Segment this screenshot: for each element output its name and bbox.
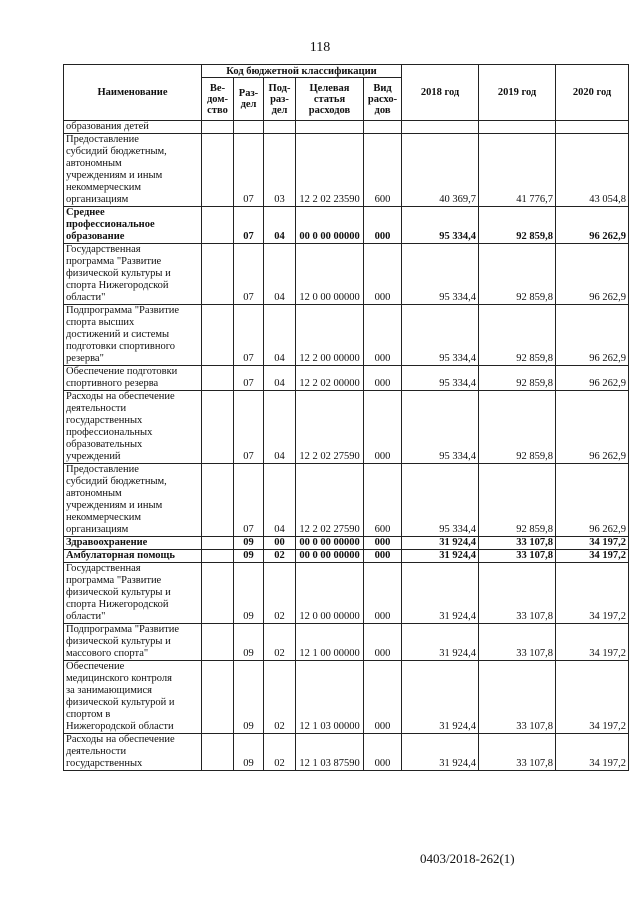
row-name-line: профессиональное (66, 219, 155, 230)
target-cell: 00 0 00 00000 (296, 550, 364, 563)
row-name (64, 550, 202, 563)
value-2020: 34 197,2 (556, 661, 629, 734)
table-row (64, 734, 629, 771)
row-name (64, 624, 202, 661)
value-2019: 92 859,8 (479, 244, 556, 305)
vid-cell: 000 (364, 563, 402, 624)
row-name-line: спортивного резерва (66, 378, 159, 389)
header-target: Целевая статья расходов (296, 78, 364, 121)
razdel-cell: 07 (234, 464, 264, 537)
value-2019: 92 859,8 (479, 207, 556, 244)
podrazdel-cell: 04 (264, 391, 296, 464)
row-name (64, 661, 202, 734)
razdel-cell: 09 (234, 734, 264, 771)
row-name-line: некоммерческим (66, 182, 142, 193)
value-2019: 92 859,8 (479, 464, 556, 537)
razdel-cell: 09 (234, 550, 264, 563)
table-row (64, 464, 629, 537)
value-2019: 33 107,8 (479, 537, 556, 550)
row-name-line: Подпрограмма "Развитие (66, 305, 180, 316)
target-cell: 12 2 00 00000 (296, 305, 364, 366)
value-2020: 96 262,9 (556, 391, 629, 464)
row-name-line: Здравоохранение (66, 537, 148, 548)
row-name (64, 537, 202, 550)
row-name-line: Нижегородской области (66, 721, 174, 732)
header-2019: 2019 год (479, 65, 556, 121)
ved-cell (202, 366, 234, 391)
row-name-line: области" (66, 292, 106, 303)
budget-table (63, 64, 629, 771)
razdel-cell: 07 (234, 244, 264, 305)
row-name-line: физической культуры и (66, 587, 171, 598)
value-2018: 31 924,4 (402, 734, 479, 771)
value-2018: 95 334,4 (402, 391, 479, 464)
table-row (64, 661, 629, 734)
razdel-cell: 07 (234, 134, 264, 207)
row-name (64, 121, 202, 134)
razdel-cell: 07 (234, 207, 264, 244)
value-2018 (402, 121, 479, 134)
row-name (64, 391, 202, 464)
table-row (64, 537, 629, 550)
row-name-line: Государственная (66, 244, 141, 255)
ved-cell (202, 550, 234, 563)
row-name (64, 366, 202, 391)
vid-cell: 000 (364, 305, 402, 366)
row-name-line: Обеспечение подготовки (66, 366, 178, 377)
target-cell: 12 2 02 23590 (296, 134, 364, 207)
value-2018: 95 334,4 (402, 244, 479, 305)
value-2020: 96 262,9 (556, 305, 629, 366)
row-name-line: деятельности (66, 403, 127, 414)
target-cell: 12 1 03 87590 (296, 734, 364, 771)
podrazdel-cell: 04 (264, 244, 296, 305)
header-ved: Ве- дом- ство (202, 78, 234, 121)
ved-cell (202, 661, 234, 734)
value-2019: 33 107,8 (479, 734, 556, 771)
razdel-cell: 09 (234, 563, 264, 624)
value-2018: 95 334,4 (402, 207, 479, 244)
target-cell: 12 1 03 00000 (296, 661, 364, 734)
target-cell: 12 0 00 00000 (296, 563, 364, 624)
row-name (64, 244, 202, 305)
row-name-line: Расходы на обеспечение (66, 734, 175, 745)
table-header (64, 65, 629, 121)
vid-cell: 600 (364, 464, 402, 537)
podrazdel-cell: 04 (264, 464, 296, 537)
value-2019: 92 859,8 (479, 366, 556, 391)
document-code: 0403/2018-262(1) (420, 851, 515, 866)
row-name-line: Подпрограмма "Развитие (66, 624, 180, 635)
row-name-line: Предоставление (66, 134, 139, 145)
value-2018: 40 369,7 (402, 134, 479, 207)
row-name-line: массового спорта" (66, 648, 149, 659)
podrazdel-cell (264, 121, 296, 134)
value-2019: 33 107,8 (479, 661, 556, 734)
row-name-line: учреждений (66, 451, 121, 462)
value-2018: 31 924,4 (402, 537, 479, 550)
row-name-line: резерва" (66, 353, 104, 364)
row-name-line: учреждениям и иным (66, 500, 163, 511)
vid-cell: 000 (364, 207, 402, 244)
row-name-line: спорта Нижегородской (66, 599, 169, 610)
vid-cell: 000 (364, 624, 402, 661)
row-name-line: профессиональных (66, 427, 153, 438)
row-name (64, 734, 202, 771)
value-2020: 96 262,9 (556, 207, 629, 244)
header-vid: Вид расхо- дов (364, 78, 402, 121)
table-row (64, 366, 629, 391)
value-2019: 33 107,8 (479, 624, 556, 661)
value-2020: 34 197,2 (556, 734, 629, 771)
row-name-line: физической культуры и (66, 636, 171, 647)
row-name-line: спорта Нижегородской (66, 280, 169, 291)
ved-cell (202, 121, 234, 134)
row-name-line: субсидий бюджетным, (66, 146, 167, 157)
podrazdel-cell: 04 (264, 305, 296, 366)
value-2018: 95 334,4 (402, 366, 479, 391)
ved-cell (202, 537, 234, 550)
value-2018: 31 924,4 (402, 550, 479, 563)
row-name (64, 305, 202, 366)
vid-cell: 000 (364, 366, 402, 391)
value-2019: 33 107,8 (479, 550, 556, 563)
target-cell (296, 121, 364, 134)
row-name (64, 207, 202, 244)
value-2018: 31 924,4 (402, 563, 479, 624)
razdel-cell: 09 (234, 624, 264, 661)
value-2020: 96 262,9 (556, 464, 629, 537)
podrazdel-cell: 02 (264, 550, 296, 563)
value-2020: 34 197,2 (556, 550, 629, 563)
target-cell: 00 0 00 00000 (296, 207, 364, 244)
page-number: 118 (309, 40, 331, 55)
row-name-line: государственных (66, 415, 143, 426)
ved-cell (202, 207, 234, 244)
header-2018: 2018 год (402, 65, 479, 121)
razdel-cell: 09 (234, 537, 264, 550)
vid-cell: 000 (364, 734, 402, 771)
value-2018: 95 334,4 (402, 464, 479, 537)
row-name-line: физической культуры и (66, 268, 171, 279)
value-2020: 96 262,9 (556, 244, 629, 305)
ved-cell (202, 244, 234, 305)
value-2020: 96 262,9 (556, 366, 629, 391)
value-2018: 95 334,4 (402, 305, 479, 366)
row-name-line: Государственная (66, 563, 141, 574)
row-name-line: образовательных (66, 439, 143, 450)
podrazdel-cell: 02 (264, 734, 296, 771)
row-name-line: за занимающимися (66, 685, 153, 696)
value-2018: 31 924,4 (402, 624, 479, 661)
value-2019: 33 107,8 (479, 563, 556, 624)
row-name-line: достижений и системы (66, 329, 170, 340)
podrazdel-cell: 02 (264, 563, 296, 624)
vid-cell: 600 (364, 134, 402, 207)
header-code-group: Код бюджетной классификации (202, 65, 402, 78)
table-row (64, 391, 629, 464)
row-name-line: спортом в (66, 709, 111, 720)
razdel-cell: 07 (234, 366, 264, 391)
row-name-line: учреждениям и иным (66, 170, 163, 181)
ved-cell (202, 391, 234, 464)
value-2020: 34 197,2 (556, 537, 629, 550)
row-name-line: автономным (66, 158, 122, 169)
table-row (64, 624, 629, 661)
vid-cell: 000 (364, 661, 402, 734)
table-row (64, 244, 629, 305)
row-name-line: образования детей (66, 121, 149, 132)
header-2020: 2020 год (556, 65, 629, 121)
value-2020: 34 197,2 (556, 563, 629, 624)
value-2019 (479, 121, 556, 134)
row-name-line: организациям (66, 524, 129, 535)
value-2018: 31 924,4 (402, 661, 479, 734)
ved-cell (202, 134, 234, 207)
target-cell: 00 0 00 00000 (296, 537, 364, 550)
row-name-line: программа "Развитие (66, 256, 162, 267)
row-name-line: некоммерческим (66, 512, 142, 523)
podrazdel-cell: 04 (264, 366, 296, 391)
row-name-line: области" (66, 611, 106, 622)
razdel-cell (234, 121, 264, 134)
table-row (64, 207, 629, 244)
row-name-line: деятельности (66, 746, 127, 757)
row-name-line: организациям (66, 194, 129, 205)
ved-cell (202, 464, 234, 537)
ved-cell (202, 734, 234, 771)
header-razdel: Раз- дел (234, 78, 264, 121)
row-name-line: автономным (66, 488, 122, 499)
ved-cell (202, 305, 234, 366)
row-name (64, 134, 202, 207)
vid-cell (364, 121, 402, 134)
row-name-line: медицинского контроля (66, 673, 172, 684)
row-name-line: государственных (66, 758, 143, 769)
ved-cell (202, 563, 234, 624)
target-cell: 12 2 02 00000 (296, 366, 364, 391)
razdel-cell: 07 (234, 391, 264, 464)
value-2019: 41 776,7 (479, 134, 556, 207)
ved-cell (202, 624, 234, 661)
row-name (64, 464, 202, 537)
table-body (64, 121, 629, 771)
table-row (64, 134, 629, 207)
row-name-line: Расходы на обеспечение (66, 391, 175, 402)
podrazdel-cell: 02 (264, 661, 296, 734)
row-name-line: субсидий бюджетным, (66, 476, 167, 487)
razdel-cell: 07 (234, 305, 264, 366)
podrazdel-cell: 02 (264, 624, 296, 661)
row-name-line: программа "Развитие (66, 575, 162, 586)
value-2019: 92 859,8 (479, 391, 556, 464)
table-row (64, 121, 629, 134)
row-name-line: Амбулаторная помощь (66, 550, 175, 561)
row-name-line: физической культурой и (66, 697, 175, 708)
header-podrazdel: Под- раз- дел (264, 78, 296, 121)
podrazdel-cell: 03 (264, 134, 296, 207)
header-name: Наименование (64, 65, 202, 121)
razdel-cell: 09 (234, 661, 264, 734)
row-name-line: подготовки спортивного (66, 341, 176, 352)
row-name-line: спорта высших (66, 317, 135, 328)
target-cell: 12 2 02 27590 (296, 464, 364, 537)
value-2020: 43 054,8 (556, 134, 629, 207)
row-name-line: образование (66, 231, 125, 242)
target-cell: 12 1 00 00000 (296, 624, 364, 661)
vid-cell: 000 (364, 537, 402, 550)
vid-cell: 000 (364, 550, 402, 563)
row-name-line: Предоставление (66, 464, 139, 475)
table-row (64, 305, 629, 366)
vid-cell: 000 (364, 391, 402, 464)
row-name (64, 563, 202, 624)
target-cell: 12 2 02 27590 (296, 391, 364, 464)
row-name-line: Обеспечение (66, 661, 125, 672)
row-name-line: Среднее (66, 207, 105, 218)
table-row (64, 550, 629, 563)
podrazdel-cell: 00 (264, 537, 296, 550)
podrazdel-cell: 04 (264, 207, 296, 244)
target-cell: 12 0 00 00000 (296, 244, 364, 305)
vid-cell: 000 (364, 244, 402, 305)
value-2019: 92 859,8 (479, 305, 556, 366)
table-row (64, 563, 629, 624)
value-2020 (556, 121, 629, 134)
value-2020: 34 197,2 (556, 624, 629, 661)
